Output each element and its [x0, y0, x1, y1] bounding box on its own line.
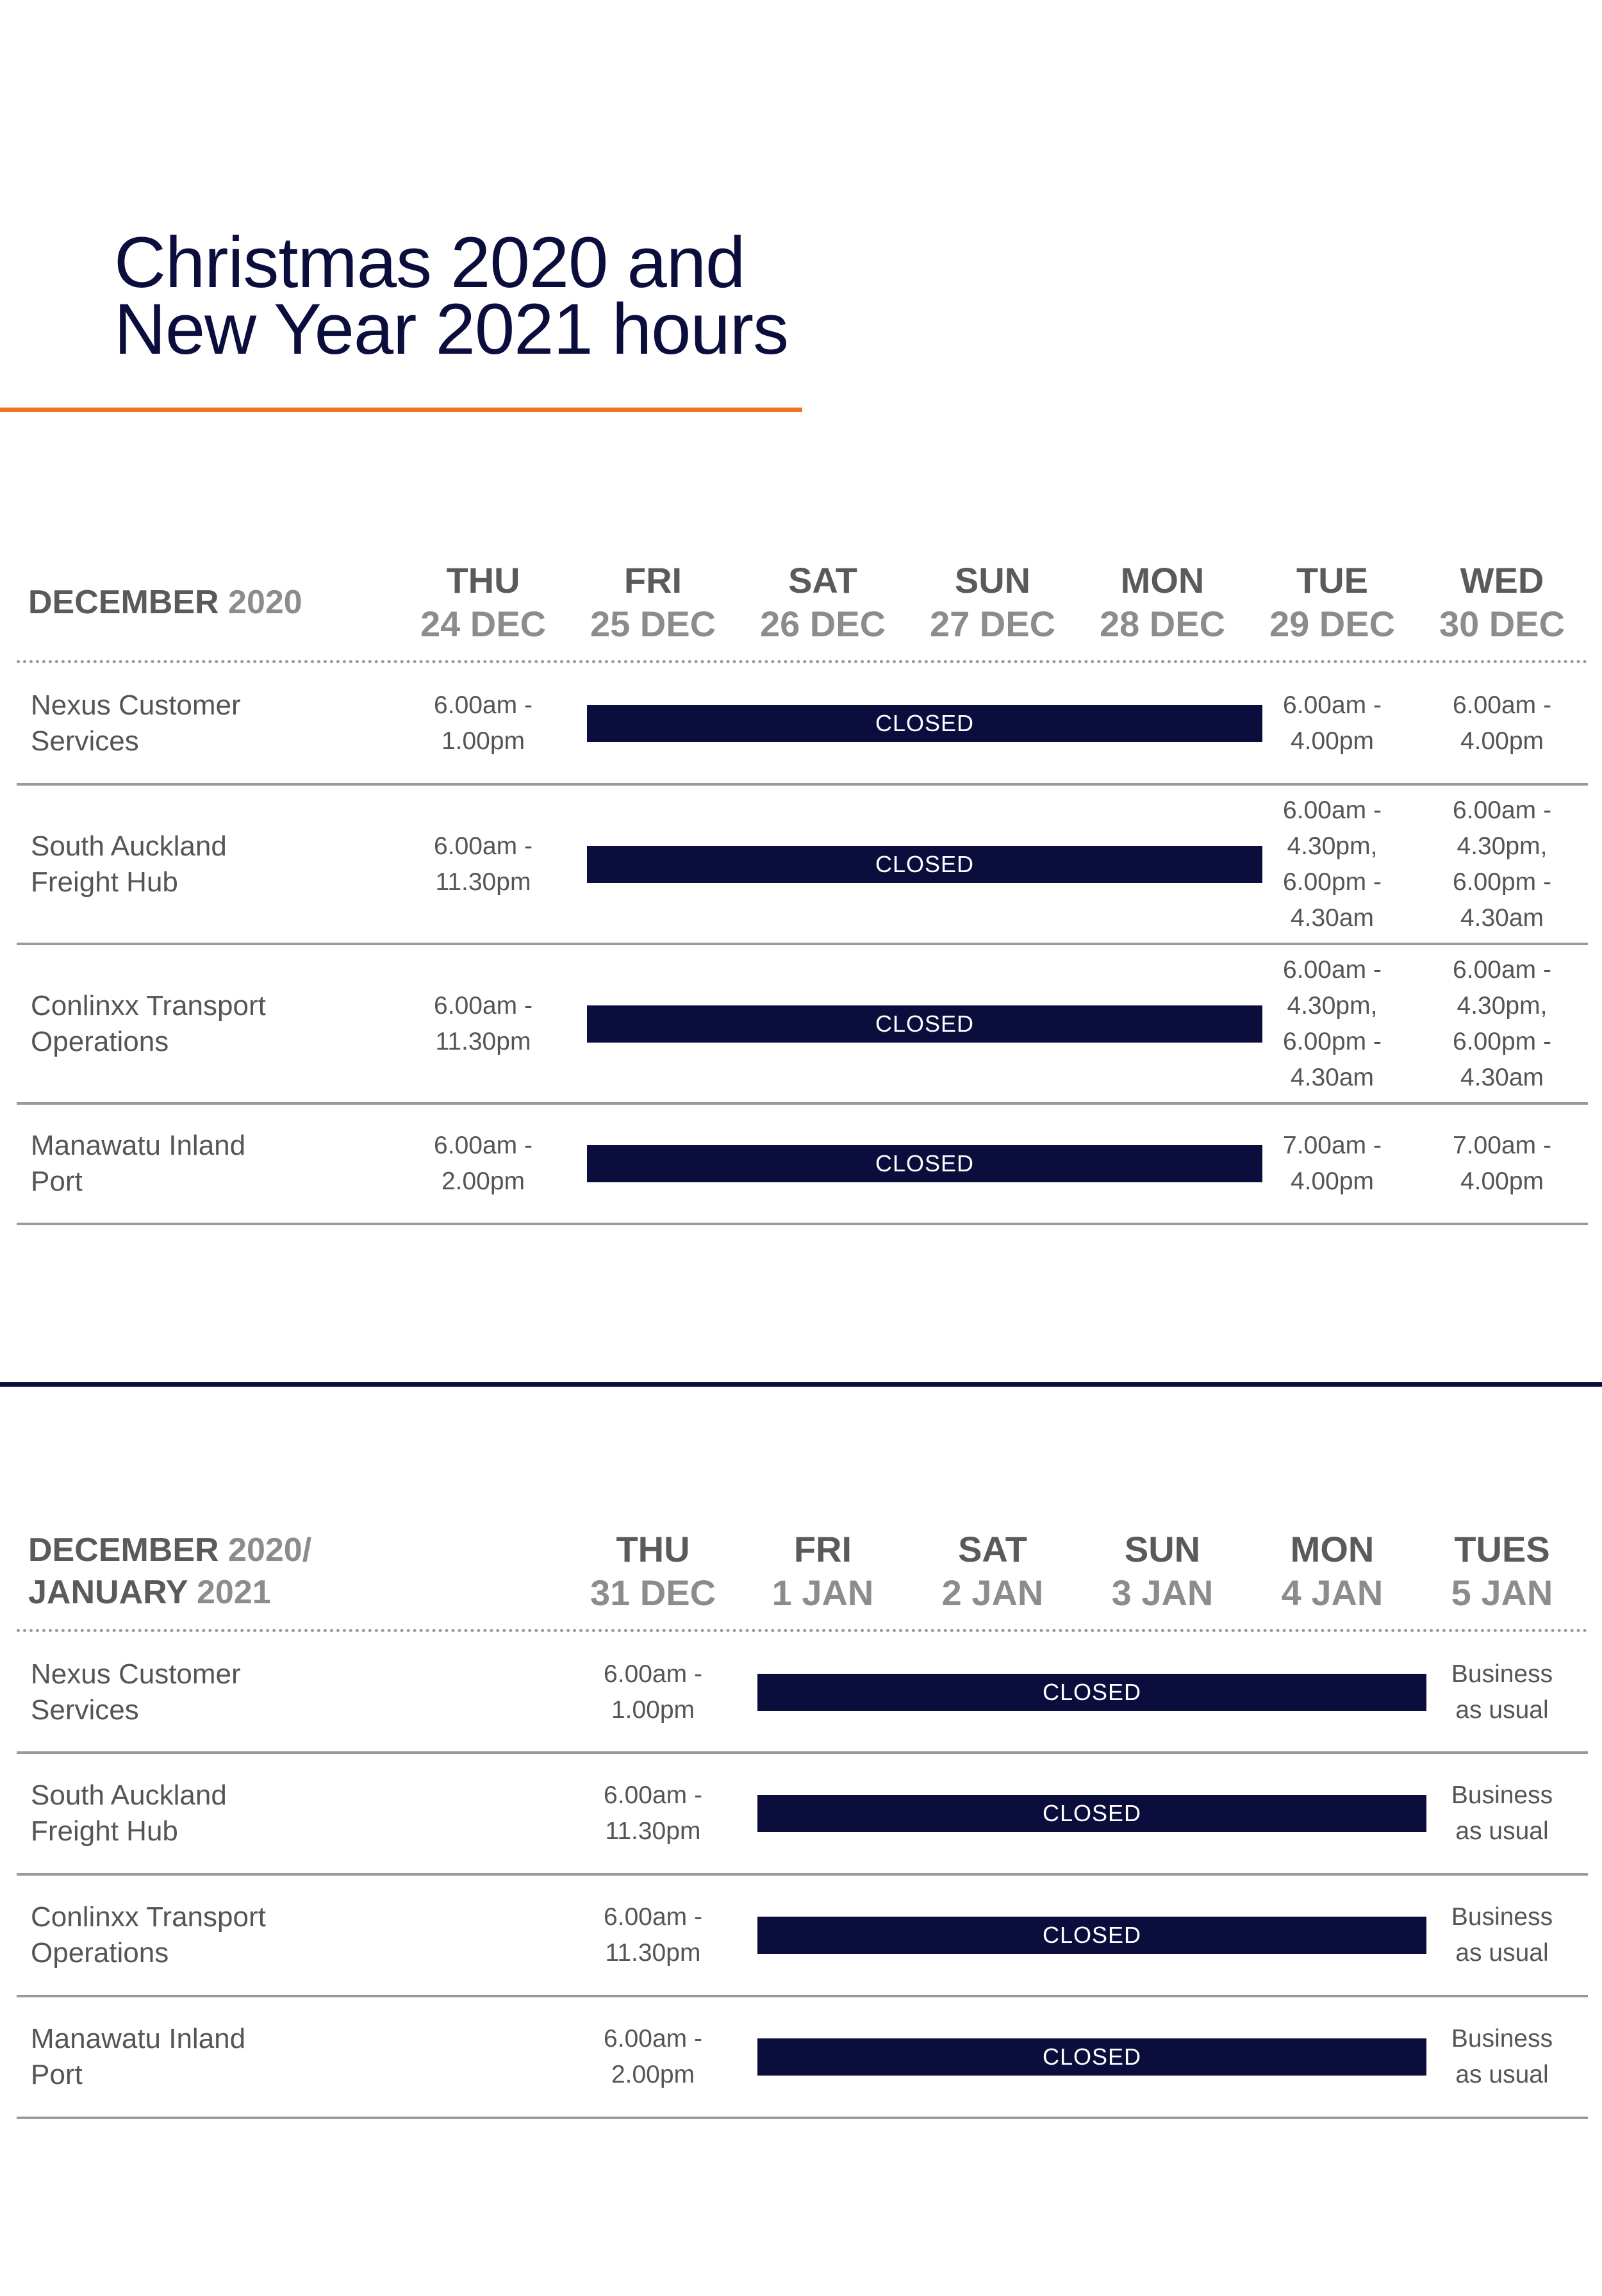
table1-day-header [743, 559, 903, 646]
table-row [17, 1754, 1588, 1876]
day-date: 27 DEC [929, 604, 1056, 644]
table2-day-header [912, 1528, 1073, 1615]
table1-year: 2020 [228, 584, 302, 621]
table1-day-header [403, 559, 563, 646]
table2-day-header [743, 1528, 903, 1615]
day-name: FRI [623, 560, 682, 600]
hours-cell: 6.00am - 1.00pm [434, 691, 533, 755]
day-name: MON [1120, 560, 1205, 600]
day-date: 28 DEC [1099, 604, 1226, 644]
closed-bar: CLOSED [757, 1674, 1426, 1711]
table-row [17, 1105, 1588, 1225]
hours-cell: Business as usual [1451, 1903, 1553, 1967]
hours-cell: 6.00am - 2.00pm [434, 1132, 533, 1195]
row-label: Manawatu Inland Port [31, 1130, 246, 1197]
page-title-line-2: New Year 2021 hours [114, 289, 788, 369]
closed-bar: CLOSED [757, 2038, 1426, 2076]
hours-cell: 6.00am - 4.30pm, 6.00pm - 4.30am [1453, 796, 1551, 932]
row-label: Conlinxx Transport Operations [31, 1901, 266, 1969]
day-date: 29 DEC [1269, 604, 1396, 644]
hours-cell: 7.00am - 4.00pm [1283, 1132, 1382, 1195]
closed-bar: CLOSED [587, 1145, 1262, 1182]
hours-cell: 6.00am - 2.00pm [604, 2025, 702, 2088]
table1-month: DECEMBER [28, 584, 219, 621]
table2-month-2: JANUARY [28, 1574, 188, 1611]
table1-day-header [1422, 559, 1582, 646]
day-name: SAT [958, 1529, 1027, 1569]
hours-cell: Business as usual [1451, 1660, 1553, 1724]
hours-cell: 6.00am - 11.30pm [604, 1781, 702, 1845]
table-row [17, 664, 1588, 786]
day-name: MON [1290, 1529, 1375, 1569]
table2-year-1: 2020/ [228, 1532, 312, 1569]
hours-cell: 7.00am - 4.00pm [1453, 1132, 1551, 1195]
table2-day-header [1422, 1528, 1582, 1615]
table2-day-header [1082, 1528, 1243, 1615]
section-divider [0, 1382, 1602, 1387]
table1-header-divider [17, 660, 1588, 663]
row-label: Nexus Customer Services [31, 1658, 241, 1726]
day-name: FRI [793, 1529, 852, 1569]
hours-cell: 6.00am - 4.30pm, 6.00pm - 4.30am [1453, 955, 1551, 1091]
hours-cell: 6.00am - 1.00pm [604, 1660, 702, 1724]
hours-cell: 6.00am - 11.30pm [434, 832, 533, 896]
day-date: 26 DEC [759, 604, 886, 644]
closed-bar: CLOSED [757, 1795, 1426, 1832]
day-name: SUN [1124, 1529, 1201, 1569]
day-name: SUN [954, 560, 1031, 600]
day-name: THU [616, 1529, 690, 1569]
hours-cell: 6.00am - 4.30pm, 6.00pm - 4.30am [1283, 955, 1382, 1091]
day-date: 3 JAN [1111, 1573, 1214, 1613]
closed-bar: CLOSED [587, 705, 1262, 742]
closed-bar: CLOSED [587, 846, 1262, 883]
row-label: Nexus Customer Services [31, 690, 241, 757]
hours-cell: 6.00am - 4.00pm [1283, 691, 1382, 755]
table-row [17, 1633, 1588, 1754]
day-date: 25 DEC [590, 604, 716, 644]
table1-day-header [573, 559, 733, 646]
table-row [17, 1876, 1588, 1997]
table1-day-header [1252, 559, 1412, 646]
table-row [17, 945, 1588, 1105]
hours-cell: Business as usual [1451, 1781, 1553, 1845]
title-underline [0, 408, 802, 412]
hours-cell: 6.00am - 4.30pm, 6.00pm - 4.30am [1283, 796, 1382, 932]
day-date: 30 DEC [1439, 604, 1565, 644]
hours-cell: 6.00am - 11.30pm [434, 991, 533, 1055]
day-date: 2 JAN [941, 1573, 1044, 1613]
row-label: South Auckland Freight Hub [31, 830, 227, 898]
day-name: TUE [1296, 560, 1368, 600]
day-date: 4 JAN [1281, 1573, 1383, 1613]
row-label: Conlinxx Transport Operations [31, 989, 266, 1057]
hours-cell: Business as usual [1451, 2025, 1553, 2088]
day-date: 24 DEC [420, 604, 547, 644]
table1-day-header [912, 559, 1073, 646]
day-date: 31 DEC [590, 1573, 716, 1613]
day-name: WED [1460, 560, 1544, 600]
table-row [17, 786, 1588, 945]
closed-bar: CLOSED [587, 1005, 1262, 1043]
hours-cell: 6.00am - 11.30pm [604, 1903, 702, 1967]
table2-year-2: 2021 [196, 1574, 271, 1611]
table2-header-divider [17, 1629, 1588, 1632]
day-date: 5 JAN [1451, 1573, 1553, 1613]
table1-day-header [1082, 559, 1243, 646]
hours-cell: 6.00am - 4.00pm [1453, 691, 1551, 755]
day-date: 1 JAN [772, 1573, 874, 1613]
table2-day-header [573, 1528, 733, 1615]
page-title-line-1: Christmas 2020 and [114, 222, 745, 302]
day-name: SAT [788, 560, 857, 600]
day-name: TUES [1454, 1529, 1550, 1569]
closed-bar: CLOSED [757, 1917, 1426, 1954]
page-title [114, 222, 788, 369]
row-label: South Auckland Freight Hub [31, 1780, 227, 1847]
table1-month-label [28, 581, 302, 624]
row-label: Manawatu Inland Port [31, 2023, 246, 2090]
table2-month-1: DECEMBER [28, 1532, 219, 1569]
table-row [17, 1997, 1588, 2119]
day-name: THU [446, 560, 520, 600]
table2-month-label [28, 1529, 311, 1614]
table2-day-header [1252, 1528, 1412, 1615]
